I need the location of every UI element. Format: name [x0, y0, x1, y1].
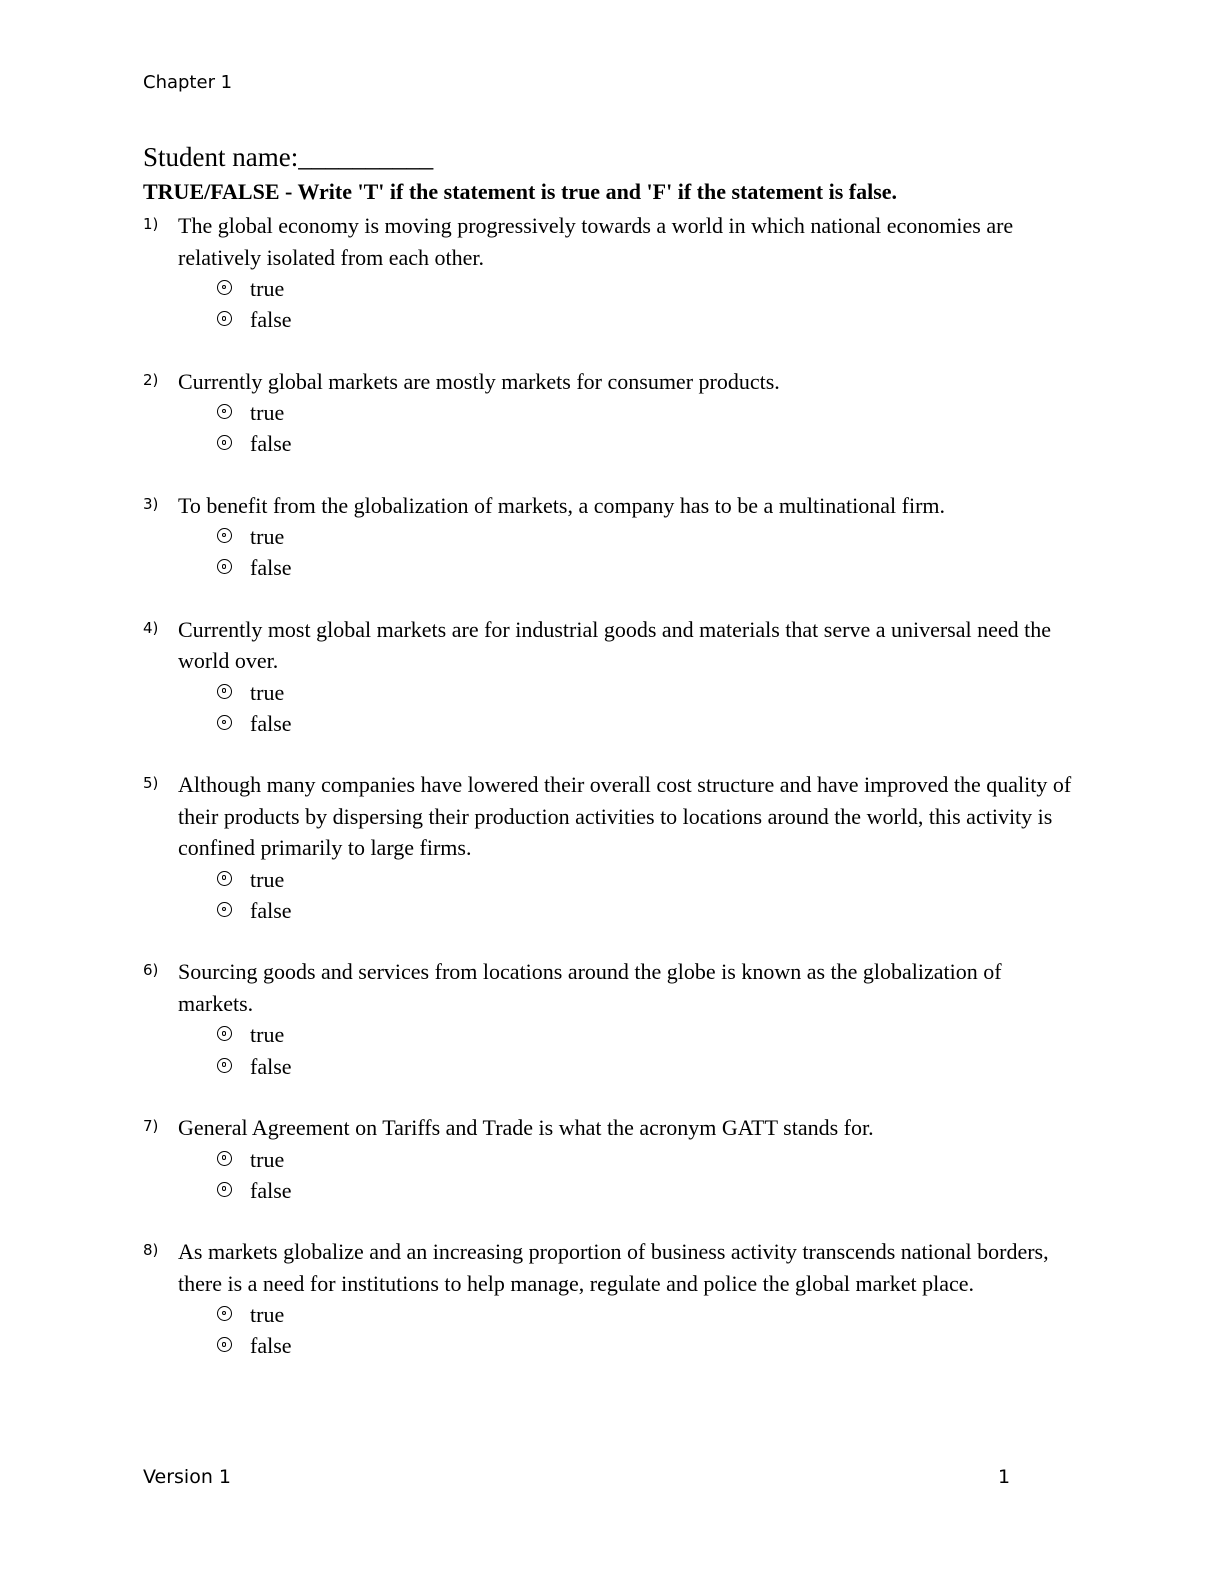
question-3	[143, 490, 1078, 584]
option-label: true	[250, 1302, 285, 1328]
question-number: 8)	[143, 1241, 159, 1260]
option-label: false	[250, 898, 292, 924]
radio-icon[interactable]	[217, 435, 232, 450]
option-label: true	[250, 276, 285, 301]
option-false[interactable]	[217, 304, 1078, 335]
question-text: General Agreement on Tariffs and Trade is what the acronym GATT stands for.	[178, 1115, 874, 1141]
option-false[interactable]	[217, 1175, 1078, 1206]
radio-icon[interactable]	[217, 871, 232, 886]
option-label: false	[250, 1333, 292, 1359]
option-label: false	[250, 307, 292, 333]
question-4	[143, 614, 1078, 740]
question-7	[143, 1112, 1078, 1206]
radio-icon[interactable]	[217, 1306, 232, 1321]
option-true[interactable]	[217, 521, 1078, 552]
footer-version: Version 1	[143, 1466, 231, 1488]
option-true[interactable]	[217, 397, 1078, 428]
chapter-header: Chapter 1	[143, 72, 233, 93]
question-6	[143, 956, 1078, 1082]
option-false[interactable]	[217, 708, 1078, 739]
option-label: false	[250, 431, 292, 457]
option-false[interactable]	[217, 552, 1078, 583]
question-number: 4)	[143, 618, 159, 637]
question-text: Although many companies have lowered their overall cost structure and have improved the quality of their products by dispersing their production activities to locations around the world, this activity is confined primarily to large firms.	[178, 772, 1072, 861]
question-5	[143, 769, 1078, 926]
option-label: false	[250, 555, 292, 581]
option-label: true	[250, 866, 285, 892]
question-number: 1)	[143, 215, 159, 233]
option-label: true	[250, 679, 285, 705]
question-text: Currently most global markets are for industrial goods and materials that serve a universal need the world over.	[178, 616, 1052, 674]
question-text: The global economy is moving progressively towards a world in which national economies are relatively isolated from each other.	[178, 213, 1014, 270]
option-false[interactable]	[217, 1330, 1078, 1361]
question-text: Sourcing goods and services from locations around the globe is known as the globalization of markets.	[178, 959, 1002, 1016]
radio-icon[interactable]	[217, 311, 232, 326]
question-text: To benefit from the globalization of markets, a company has to be a multinational firm.	[178, 492, 946, 518]
radio-icon[interactable]	[217, 1026, 232, 1041]
page-number: 1	[998, 1466, 1011, 1488]
option-label: false	[250, 1177, 292, 1203]
question-1	[143, 210, 1078, 336]
question-text: Currently global markets are mostly markets for consumer products.	[178, 368, 780, 394]
question-text: As markets globalize and an increasing proportion of business activity transcends national borders, there is a need for institutions to help manage, regulate and police the global market place.	[178, 1239, 1049, 1296]
radio-icon[interactable]	[217, 280, 232, 295]
option-label: false	[250, 711, 292, 737]
question-number: 7)	[143, 1117, 159, 1136]
option-true[interactable]	[217, 677, 1078, 708]
radio-icon[interactable]	[217, 528, 232, 543]
radio-icon[interactable]	[217, 715, 232, 730]
question-number: 5)	[143, 774, 159, 793]
option-true[interactable]	[217, 273, 1078, 304]
question-list	[143, 210, 1078, 1392]
option-label: true	[250, 1146, 285, 1172]
radio-icon[interactable]	[217, 404, 232, 419]
radio-icon[interactable]	[217, 559, 232, 574]
question-8	[143, 1236, 1078, 1362]
question-number: 2)	[143, 370, 159, 389]
radio-icon[interactable]	[217, 1182, 232, 1197]
option-true[interactable]	[217, 1019, 1078, 1050]
radio-icon[interactable]	[217, 1058, 232, 1073]
option-false[interactable]	[217, 1051, 1078, 1082]
question-2	[143, 366, 1078, 460]
radio-icon[interactable]	[217, 1151, 232, 1166]
option-label: true	[250, 400, 285, 426]
option-true[interactable]	[217, 1144, 1078, 1175]
radio-icon[interactable]	[217, 684, 232, 699]
option-false[interactable]	[217, 895, 1078, 926]
option-false[interactable]	[217, 428, 1078, 459]
radio-icon[interactable]	[217, 902, 232, 917]
question-number: 3)	[143, 494, 159, 513]
instructions: TRUE/FALSE - Write 'T' if the statement is true and 'F' if the statement is false.	[143, 179, 898, 204]
option-true[interactable]	[217, 1299, 1078, 1330]
option-true[interactable]	[217, 864, 1078, 895]
question-number: 6)	[143, 961, 159, 980]
radio-icon[interactable]	[217, 1337, 232, 1352]
option-label: true	[250, 1022, 285, 1048]
option-label: false	[250, 1053, 292, 1079]
student-name-line: Student name:__________	[143, 142, 434, 172]
option-label: true	[250, 524, 285, 550]
